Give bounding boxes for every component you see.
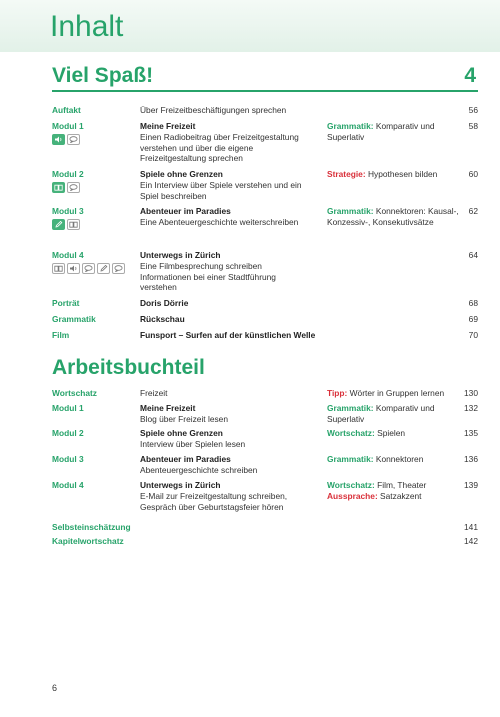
row-description bbox=[140, 250, 320, 293]
row-page: 69 bbox=[468, 314, 478, 324]
row-page: 142 bbox=[464, 536, 478, 546]
row-page: 62 bbox=[468, 206, 478, 216]
row-title: Funsport – Surfen auf der künstlichen Welle bbox=[140, 330, 316, 340]
row-label: Modul 2 bbox=[52, 428, 84, 438]
book-icon bbox=[52, 182, 65, 193]
note-text: Satzakzent bbox=[377, 490, 422, 501]
row-label: Modul 4 bbox=[52, 250, 84, 260]
row-title: Rückschau bbox=[140, 314, 185, 324]
row-label: Auftakt bbox=[52, 105, 81, 115]
note-text: Hypothesen bilden bbox=[365, 169, 438, 179]
description-line: Blog über Freizeit lesen bbox=[140, 413, 228, 424]
description-line: E-Mail zur Freizeitgestaltung schreiben, bbox=[140, 490, 288, 501]
row-label: Modul 3 bbox=[52, 206, 84, 216]
note-text: Komparativ und Superlativ bbox=[327, 121, 435, 142]
note-label: Wortschatz: bbox=[327, 480, 375, 490]
page-title: Inhalt bbox=[50, 10, 124, 43]
theme-number: 4 bbox=[464, 64, 476, 87]
note-label: Tipp: bbox=[327, 388, 348, 398]
row-note bbox=[327, 121, 467, 143]
row-label: Porträt bbox=[52, 298, 80, 308]
description-line: verstehen und über die eigene bbox=[140, 142, 254, 153]
note-label: Grammatik: bbox=[327, 121, 374, 131]
pencil-icon bbox=[97, 263, 110, 274]
row-page: 139 bbox=[464, 480, 478, 490]
row-page: 70 bbox=[468, 330, 478, 340]
row-note bbox=[327, 206, 467, 228]
row-title: Meine Freizeit bbox=[140, 121, 196, 131]
description-line: Über Freizeitbeschäftigungen sprechen bbox=[140, 105, 287, 115]
note-text: Film, Theater bbox=[374, 480, 427, 490]
row-page: 56 bbox=[468, 105, 478, 115]
row-title: Meine Freizeit bbox=[140, 403, 196, 413]
row-description bbox=[140, 298, 320, 309]
note-text: Konnektoren bbox=[373, 454, 424, 464]
header-band bbox=[0, 0, 500, 52]
description-line: Einen Radiobeitrag über Freizeitgestaltung bbox=[140, 131, 299, 142]
row-label: Modul 1 bbox=[52, 403, 84, 413]
row-description bbox=[140, 105, 320, 116]
row-note bbox=[327, 454, 467, 465]
row-label: Modul 1 bbox=[52, 121, 84, 131]
note-text: Konnektoren: Kausal-, Konzessiv-, Konsekutivsätze bbox=[327, 206, 459, 227]
row-note bbox=[327, 403, 467, 425]
description-line: Informationen bei einer Stadtführung bbox=[140, 271, 276, 282]
row-title: Abenteuer im Paradies bbox=[140, 454, 231, 464]
theme-title: Viel Spaß! bbox=[52, 64, 154, 87]
description-line: Spiel beschreiben bbox=[140, 190, 207, 201]
description-line: Abenteuergeschichte schreiben bbox=[140, 464, 258, 475]
row-description bbox=[140, 480, 320, 512]
speech-bubble-icon bbox=[112, 263, 125, 274]
note-label: Wortschatz: bbox=[327, 428, 375, 438]
book-icon bbox=[52, 263, 65, 274]
row-page: 60 bbox=[468, 169, 478, 179]
speech-bubble-icon bbox=[67, 134, 80, 145]
skill-icons bbox=[52, 182, 80, 193]
row-title: Unterwegs in Zürich bbox=[140, 250, 221, 260]
row-description bbox=[140, 454, 320, 476]
row-note bbox=[327, 480, 467, 502]
listening-icon bbox=[67, 263, 80, 274]
skill-icons bbox=[52, 263, 125, 274]
row-description bbox=[140, 403, 320, 425]
note-text: Komparativ und Superlativ bbox=[327, 403, 435, 424]
row-description bbox=[140, 388, 320, 399]
row-label: Modul 3 bbox=[52, 454, 84, 464]
row-description bbox=[140, 428, 320, 450]
note-label: Aussprache: bbox=[327, 490, 378, 501]
description-line: Freizeit bbox=[140, 388, 168, 398]
listening-icon bbox=[52, 134, 65, 145]
note-label: Grammatik: bbox=[327, 206, 374, 216]
note-label: Grammatik: bbox=[327, 454, 374, 464]
description-line: Gespräch über Geburtstagsfeier hören bbox=[140, 501, 284, 512]
pencil-icon bbox=[52, 219, 65, 230]
row-note bbox=[327, 428, 467, 439]
skill-icons bbox=[52, 219, 80, 230]
row-page: 64 bbox=[468, 250, 478, 260]
row-title: Abenteuer im Paradies bbox=[140, 206, 231, 216]
page-number: 6 bbox=[52, 683, 58, 693]
skill-icons bbox=[52, 134, 80, 145]
speech-bubble-icon bbox=[67, 182, 80, 193]
row-page: 136 bbox=[464, 454, 478, 464]
row-label: Modul 4 bbox=[52, 480, 84, 490]
row-label: Modul 2 bbox=[52, 169, 84, 179]
row-title: Spiele ohne Grenzen bbox=[140, 169, 223, 179]
book-icon bbox=[67, 219, 80, 230]
row-title: Doris Dörrie bbox=[140, 298, 189, 308]
workbook-heading: Arbeitsbuchteil bbox=[52, 356, 205, 379]
row-page: 132 bbox=[464, 403, 478, 413]
row-description bbox=[140, 314, 320, 325]
row-note bbox=[327, 169, 467, 180]
description-line: Ein Interview über Spiele verstehen und ein bbox=[140, 179, 302, 190]
note-text: Wörter in Gruppen lernen bbox=[347, 388, 445, 398]
description-line: verstehen bbox=[140, 282, 177, 293]
row-label: Grammatik bbox=[52, 314, 96, 324]
row-title: Spiele ohne Grenzen bbox=[140, 428, 223, 438]
description-line: Interview über Spielen lesen bbox=[140, 438, 246, 449]
row-label: Film bbox=[52, 330, 70, 340]
description-line: Eine Abenteuergeschichte weiterschreiben bbox=[140, 216, 299, 227]
row-note bbox=[327, 388, 467, 399]
row-description bbox=[140, 169, 320, 201]
note-text: Spielen bbox=[374, 428, 406, 438]
note-label: Grammatik: bbox=[327, 403, 374, 413]
description-line: Freizeitgestaltung sprechen bbox=[140, 153, 243, 164]
row-page: 135 bbox=[464, 428, 478, 438]
speech-bubble-icon bbox=[82, 263, 95, 274]
row-title: Unterwegs in Zürich bbox=[140, 480, 221, 490]
row-description bbox=[140, 121, 320, 164]
row-label: Selbsteinschätzung bbox=[52, 522, 131, 532]
row-label: Wortschatz bbox=[52, 388, 97, 398]
theme-heading bbox=[52, 60, 478, 92]
description-line: Eine Filmbesprechung schreiben bbox=[140, 260, 262, 271]
row-page: 68 bbox=[468, 298, 478, 308]
row-page: 130 bbox=[464, 388, 478, 398]
row-page: 58 bbox=[468, 121, 478, 131]
row-description bbox=[140, 330, 390, 341]
note-label: Strategie: bbox=[327, 169, 366, 179]
row-label: Kapitelwortschatz bbox=[52, 536, 124, 546]
row-page: 141 bbox=[464, 522, 478, 532]
row-description bbox=[140, 206, 320, 228]
